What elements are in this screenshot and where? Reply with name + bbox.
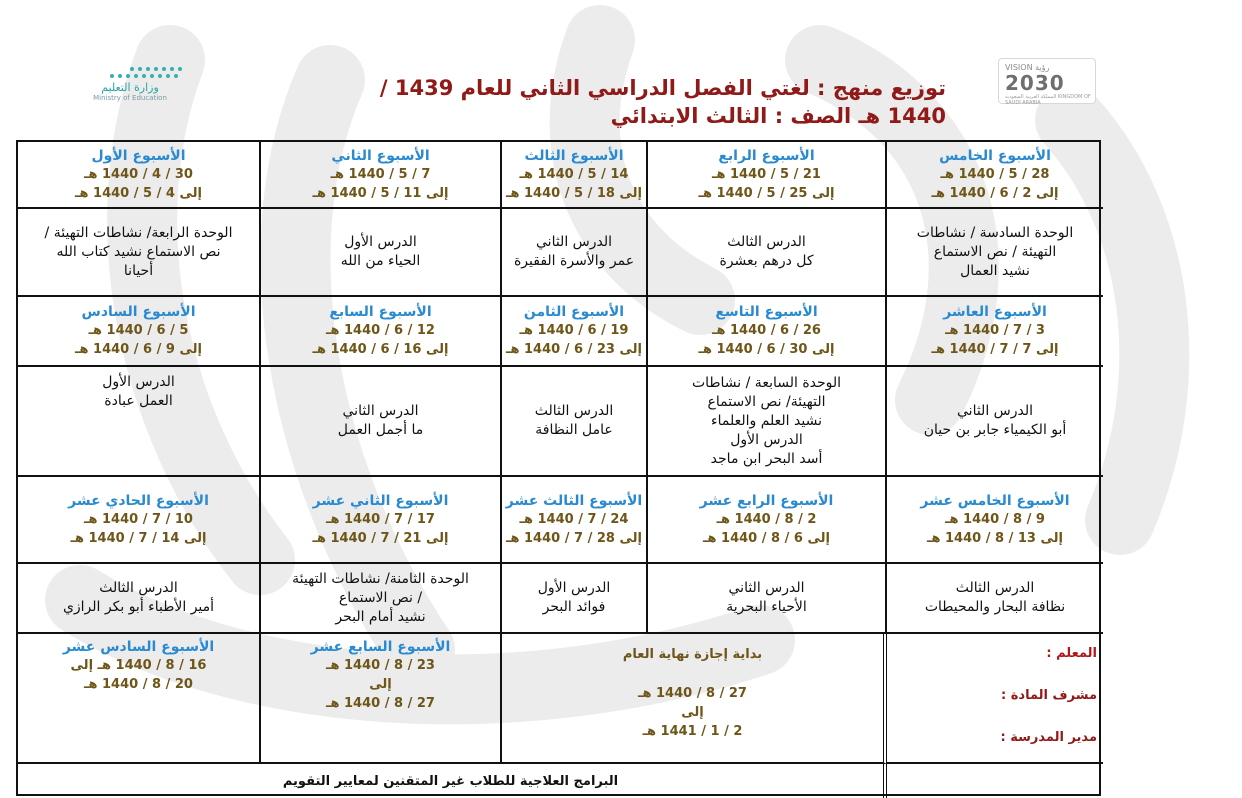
week-start-date: 17 / 7 / 1440 هـ — [326, 511, 435, 527]
week-start-date: 28 / 5 / 1440 هـ — [940, 166, 1050, 182]
lesson-line: التهيئة / نص الاستماع — [933, 243, 1057, 260]
week-name: الأسبوع السابع عشر — [310, 639, 451, 655]
lesson-line: التهيئة/ نص الاستماع — [707, 393, 826, 410]
teacher-label: المعلم : — [1046, 646, 1097, 661]
vacation-cell — [502, 634, 887, 764]
week-start-date: 14 / 5 / 1440 هـ — [519, 166, 629, 182]
vision-year: 2030 — [1005, 71, 1065, 95]
lesson-line: الدرس الأول — [730, 431, 803, 448]
week-mid-word: إلى — [369, 677, 392, 692]
week-cell — [261, 477, 502, 564]
lesson-line: / نص الاستماع — [338, 589, 423, 606]
week-start-date: 7 / 5 / 1440 هـ — [330, 166, 431, 182]
week-start-date: 9 / 8 / 1440 هـ — [945, 511, 1045, 527]
lesson-cell — [18, 564, 261, 634]
ministry-name-ar: وزارة التعليم — [101, 81, 159, 94]
week-cell — [648, 297, 887, 367]
week-end-date: 20 / 8 / 1440 هـ — [84, 677, 193, 692]
lesson-cell — [502, 209, 648, 297]
lesson-line: الدرس الثاني — [957, 403, 1034, 419]
lesson-line: نشيد العلم والعلماء — [711, 412, 822, 429]
lesson-cell — [502, 367, 648, 477]
week-name: الأسبوع الثامن — [523, 304, 625, 320]
ministry-of-education-logo — [70, 64, 194, 102]
remedial-programs-text: البرامج العلاجية للطلاب غير المتقنين لمعايير التقويم — [282, 773, 619, 789]
ministry-name-en: Ministry of Education — [93, 94, 167, 102]
week-cell — [18, 634, 261, 764]
week-name: الأسبوع الثالث — [524, 147, 624, 164]
week-name: الأسبوع الأول — [91, 147, 186, 164]
week-end-date: إلى 25 / 5 / 1440 هـ — [698, 185, 835, 201]
lesson-cell — [648, 367, 887, 477]
principal-label: مدير المدرسة : — [1000, 730, 1097, 745]
lesson-line: الدرس الثاني — [342, 403, 419, 419]
week-name: الأسبوع التاسع — [715, 304, 818, 320]
week-name: الأسبوع الثاني عشر — [312, 492, 449, 509]
lesson-cell — [648, 209, 887, 297]
week-cell — [648, 477, 887, 564]
lesson-line: كل درهم بعشرة — [719, 253, 814, 269]
week-end-date: إلى 18 / 5 / 1440 هـ — [506, 185, 642, 201]
lesson-cell — [18, 367, 261, 477]
lesson-line: أبو الكيمياء جابر بن حيان — [923, 422, 1067, 438]
week-start-date: 21 / 5 / 1440 هـ — [712, 166, 821, 182]
lesson-line: الدرس الأول — [537, 580, 611, 596]
lesson-line: الوحدة الرابعة/ نشاطات التهيئة / — [44, 224, 233, 241]
week-cell — [261, 142, 502, 209]
page-title — [246, 74, 946, 130]
week-start-date: 30 / 4 / 1440 هـ — [84, 166, 193, 182]
week-cell — [18, 477, 261, 564]
week-cell — [261, 297, 502, 367]
week-start-date: 24 / 7 / 1440 هـ — [519, 511, 629, 527]
week-start-date: 2 / 8 / 1440 هـ — [716, 511, 817, 527]
lesson-line: الدرس الأول — [102, 374, 175, 390]
vacation-title: بداية إجازة نهاية العام — [622, 647, 763, 662]
week-start-date: 23 / 8 / 1440 هـ — [326, 658, 435, 673]
week-name: الأسبوع الخامس عشر — [920, 492, 1070, 509]
lesson-line: الوحدة الثامنة/ نشاطات التهيئة — [292, 570, 469, 587]
week-name: الأسبوع الثالث عشر — [505, 492, 643, 509]
week-start-date: 26 / 6 / 1440 هـ — [712, 323, 821, 338]
week-name: الأسبوع الرابع — [718, 147, 815, 164]
week-cell — [261, 634, 502, 764]
week-name: الأسبوع السادس عشر — [62, 639, 215, 655]
week-cell — [18, 142, 261, 209]
lesson-line: الدرس الثالث — [534, 403, 614, 419]
week-cell — [887, 297, 1103, 367]
lesson-line: أحيانا — [123, 262, 154, 279]
week-end-date: إلى 7 / 7 / 1440 هـ — [931, 342, 1059, 357]
lesson-cell — [261, 209, 502, 297]
lesson-line: الوحدة السادسة / نشاطات — [916, 224, 1074, 241]
week-cell — [648, 142, 887, 209]
title-line-2: 1440 هـ الصف : الثالث الابتدائي — [610, 104, 946, 128]
week-end-date: إلى 30 / 6 / 1440 هـ — [698, 342, 835, 357]
vacation-start-date: 27 / 8 / 1440 هـ — [638, 686, 747, 701]
lesson-line: عامل النظافة — [535, 422, 613, 438]
lesson-line: الوحدة السابعة / نشاطات — [691, 374, 842, 391]
week-cell — [502, 297, 648, 367]
lesson-line: الدرس الثاني — [536, 234, 613, 250]
week-end-date: إلى 21 / 7 / 1440 هـ — [312, 530, 449, 546]
week-start-date: 19 / 6 / 1440 هـ — [519, 323, 629, 338]
vision-caption: المملكة العربية السعودية KINGDOM OF SAUDI ARABIA — [1005, 94, 1091, 106]
lesson-line: الدرس الثالث — [727, 234, 806, 250]
week-start-date: 5 / 6 / 1440 هـ — [88, 323, 189, 338]
week-name: الأسبوع السادس — [81, 304, 196, 320]
week-end-date: إلى 11 / 5 / 1440 هـ — [312, 185, 449, 201]
week-cell — [18, 297, 261, 367]
week-cell — [887, 477, 1103, 564]
week-cell — [502, 142, 648, 209]
lesson-cell — [261, 564, 502, 634]
lesson-cell — [261, 367, 502, 477]
week-start-date: 3 / 7 / 1440 هـ — [945, 323, 1045, 338]
week-end-date: إلى 14 / 7 / 1440 هـ — [70, 530, 207, 546]
signature-box — [887, 634, 1103, 764]
week-name: الأسبوع الثاني — [331, 147, 430, 164]
lesson-line: ما أجمل العمل — [337, 422, 424, 438]
vision-label: VISION رؤية — [1005, 63, 1050, 72]
lesson-line: عمر والأسرة الفقيرة — [513, 253, 635, 269]
week-start-date: 16 / 8 / 1440 هـ إلى — [70, 658, 207, 673]
lesson-cell — [887, 209, 1103, 297]
week-name: الأسبوع الحادي عشر — [68, 492, 209, 509]
vision-2030-logo — [998, 58, 1096, 104]
week-end-date: إلى 23 / 6 / 1440 هـ — [506, 342, 642, 357]
lesson-line: فوائد البحر — [542, 599, 606, 615]
week-end-date: إلى 16 / 6 / 1440 هـ — [312, 342, 449, 357]
week-end-date: 27 / 8 / 1440 هـ — [326, 696, 435, 711]
lesson-line: نص الاستماع نشيد كتاب الله — [56, 243, 221, 260]
week-end-date: إلى 6 / 8 / 1440 هـ — [703, 530, 830, 546]
week-end-date: إلى 4 / 5 / 1440 هـ — [75, 185, 202, 201]
lesson-line: الدرس الثالث — [99, 580, 178, 596]
week-end-date: إلى 2 / 6 / 1440 هـ — [931, 185, 1059, 201]
lesson-cell — [887, 367, 1103, 477]
lesson-line: الدرس الأول — [344, 234, 417, 250]
title-line-1: توزيع منهج : لغتي الفصل الدراسي الثاني للعام 1439 / — [379, 76, 946, 100]
week-start-date: 12 / 6 / 1440 هـ — [326, 323, 435, 338]
lesson-cell — [648, 564, 887, 634]
lesson-line: العمل عبادة — [104, 393, 173, 409]
ministry-dots-icon — [108, 66, 184, 80]
remedial-programs-cell — [18, 764, 887, 798]
lesson-cell — [18, 209, 261, 297]
vacation-end-date: 2 / 1 / 1441 هـ — [642, 724, 743, 739]
empty-cell — [887, 764, 1103, 798]
week-cell — [887, 142, 1103, 209]
lesson-line: نشيد أمام البحر — [335, 608, 426, 625]
week-start-date: 10 / 7 / 1440 هـ — [84, 511, 193, 527]
week-end-date: إلى 13 / 8 / 1440 هـ — [927, 530, 1063, 546]
lesson-line: الأحياء البحرية — [726, 599, 807, 615]
curriculum-schedule-table — [16, 140, 1101, 796]
lesson-line: نظافة البحار والمحيطات — [924, 599, 1066, 615]
vacation-mid-word: إلى — [681, 705, 704, 720]
lesson-line: الدرس الثالث — [955, 580, 1035, 596]
week-cell — [502, 477, 648, 564]
lesson-line: أمير الأطباء أبو بكر الرازي — [62, 599, 215, 615]
lesson-line: أسد البحر ابن ماجد — [710, 450, 823, 467]
lesson-cell — [887, 564, 1103, 634]
week-name: الأسبوع السابع — [329, 304, 432, 320]
week-name: الأسبوع الرابع عشر — [699, 492, 834, 509]
week-name: الأسبوع الخامس — [939, 147, 1051, 164]
lesson-line: الحياء من الله — [340, 253, 421, 269]
lesson-line: نشيد العمال — [960, 262, 1030, 279]
lesson-line: الدرس الثاني — [728, 580, 805, 596]
week-name: الأسبوع العاشر — [943, 304, 1047, 320]
week-end-date: إلى 28 / 7 / 1440 هـ — [506, 530, 642, 546]
lesson-cell — [502, 564, 648, 634]
supervisor-label: مشرف المادة : — [1001, 688, 1097, 703]
week-end-date: إلى 9 / 6 / 1440 هـ — [75, 342, 202, 357]
